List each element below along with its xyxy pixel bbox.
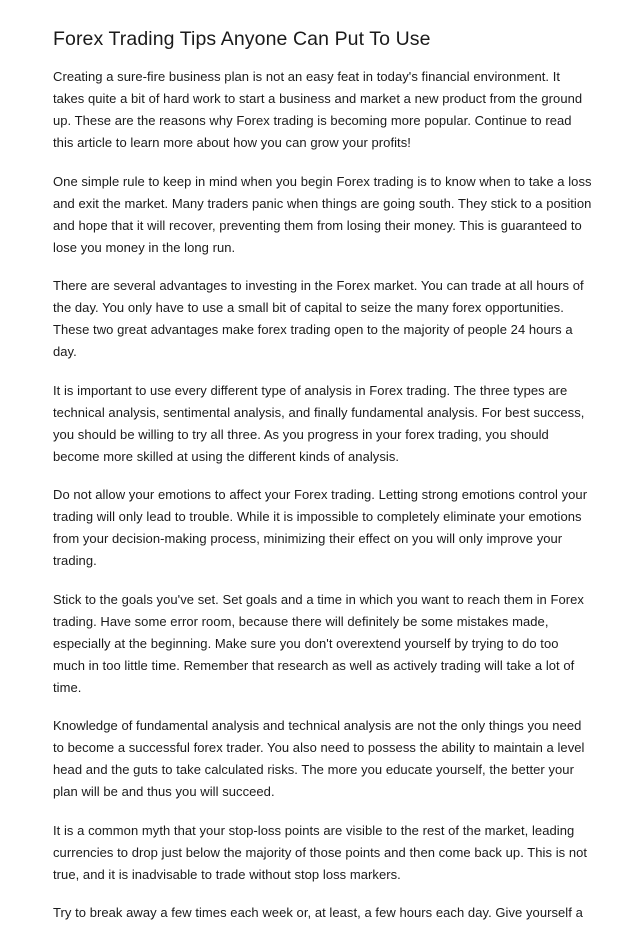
page-title: Forex Trading Tips Anyone Can Put To Use (53, 28, 431, 50)
paragraph-line: time. (53, 679, 82, 695)
paragraph-line: It is a common myth that your stop-loss points are visible to the rest of the market, leading (53, 822, 575, 838)
paragraph (53, 380, 593, 468)
paragraph-line: currencies to drop just below the majority of those points and then come back up. This is not (53, 844, 588, 860)
paragraph-line: One simple rule to keep in mind when you begin Forex trading is to know when to take a loss (53, 173, 592, 189)
paragraph-line: from your decision-making process, minimizing their effect on you will only improve your (53, 531, 563, 546)
paragraph-line: especially at the beginning. Make sure you don't overextend yourself by trying to do too (53, 635, 559, 651)
paragraph-line: the day. You only have to use a small bit of capital to seize the many forex opportunities. (53, 300, 564, 315)
paragraph (53, 902, 593, 924)
paragraph-line: head and the guts to take calculated risks. The more you educate yourself, the better your (53, 762, 574, 777)
paragraph-line: and exit the market. Many traders panic when things are going south. They stick to a position (53, 195, 592, 211)
paragraph-line: lose you money in the long run. (53, 239, 236, 255)
paragraph-line: Stick to the goals you've set. Set goals and a time in which you want to reach them in Forex (53, 591, 584, 607)
paragraph-line: It is important to use every different type of analysis in Forex trading. The three types are (53, 382, 568, 398)
paragraph-line: up. These are the reasons why Forex trading is becoming more popular. Continue to read (53, 113, 572, 128)
paragraph-line: become more skilled at using the different kinds of analysis. (53, 448, 400, 464)
paragraph-line: There are several advantages to investing in the Forex market. You can trade at all hours of (53, 278, 584, 293)
paragraph-line: day. (53, 344, 77, 359)
paragraph-line: you should be willing to try all three. As you progress in your forex trading, you should (53, 426, 549, 442)
paragraph (53, 820, 593, 886)
paragraph-line: trading will only lead to trouble. While it is impossible to completely eliminate your emotions (53, 509, 582, 524)
paragraph (53, 275, 593, 363)
paragraph-line: These two great advantages make forex trading open to the majority of people 24 hours a (53, 322, 573, 337)
paragraph-line: much in too little time. Remember that research as well as actively trading will take a lot of (53, 657, 575, 673)
paragraph (53, 715, 593, 803)
document-body (53, 66, 593, 941)
paragraph-line: Knowledge of fundamental analysis and technical analysis are not the only things you need (53, 718, 582, 733)
paragraph-line: takes quite a bit of hard work to start a business and market a new product from the ground (53, 91, 583, 106)
paragraph (53, 484, 593, 572)
paragraph-line: plan will be and thus you will succeed. (53, 784, 275, 799)
paragraph-line: true, and it is inadvisable to trade without stop loss markers. (53, 866, 401, 882)
paragraph-line: to become a successful forex trader. You also need to possess the ability to maintain a level (53, 740, 585, 755)
paragraph-line: trading. Have some error room, because there will definitely be some mistakes made, (53, 613, 549, 629)
paragraph-line: this article to learn more about how you can grow your profits! (53, 135, 411, 150)
paragraph-line: Do not allow your emotions to affect your Forex trading. Letting strong emotions control your (53, 487, 588, 502)
paragraph-line: Try to break away a few times each week or, at least, a few hours each day. Give yourself a (53, 905, 583, 920)
paragraph (53, 589, 593, 699)
paragraph (53, 66, 593, 154)
paragraph-line: and hope that it will recover, preventing them from losing their money. This is guaranteed to (53, 217, 582, 233)
paragraph-line: trading. (53, 553, 97, 568)
paragraph-line: Creating a sure-fire business plan is not an easy feat in today's financial environment. It (53, 69, 561, 84)
paragraph (53, 171, 593, 259)
paragraph-line: technical analysis, sentimental analysis, and finally fundamental analysis. For best success, (53, 404, 585, 420)
